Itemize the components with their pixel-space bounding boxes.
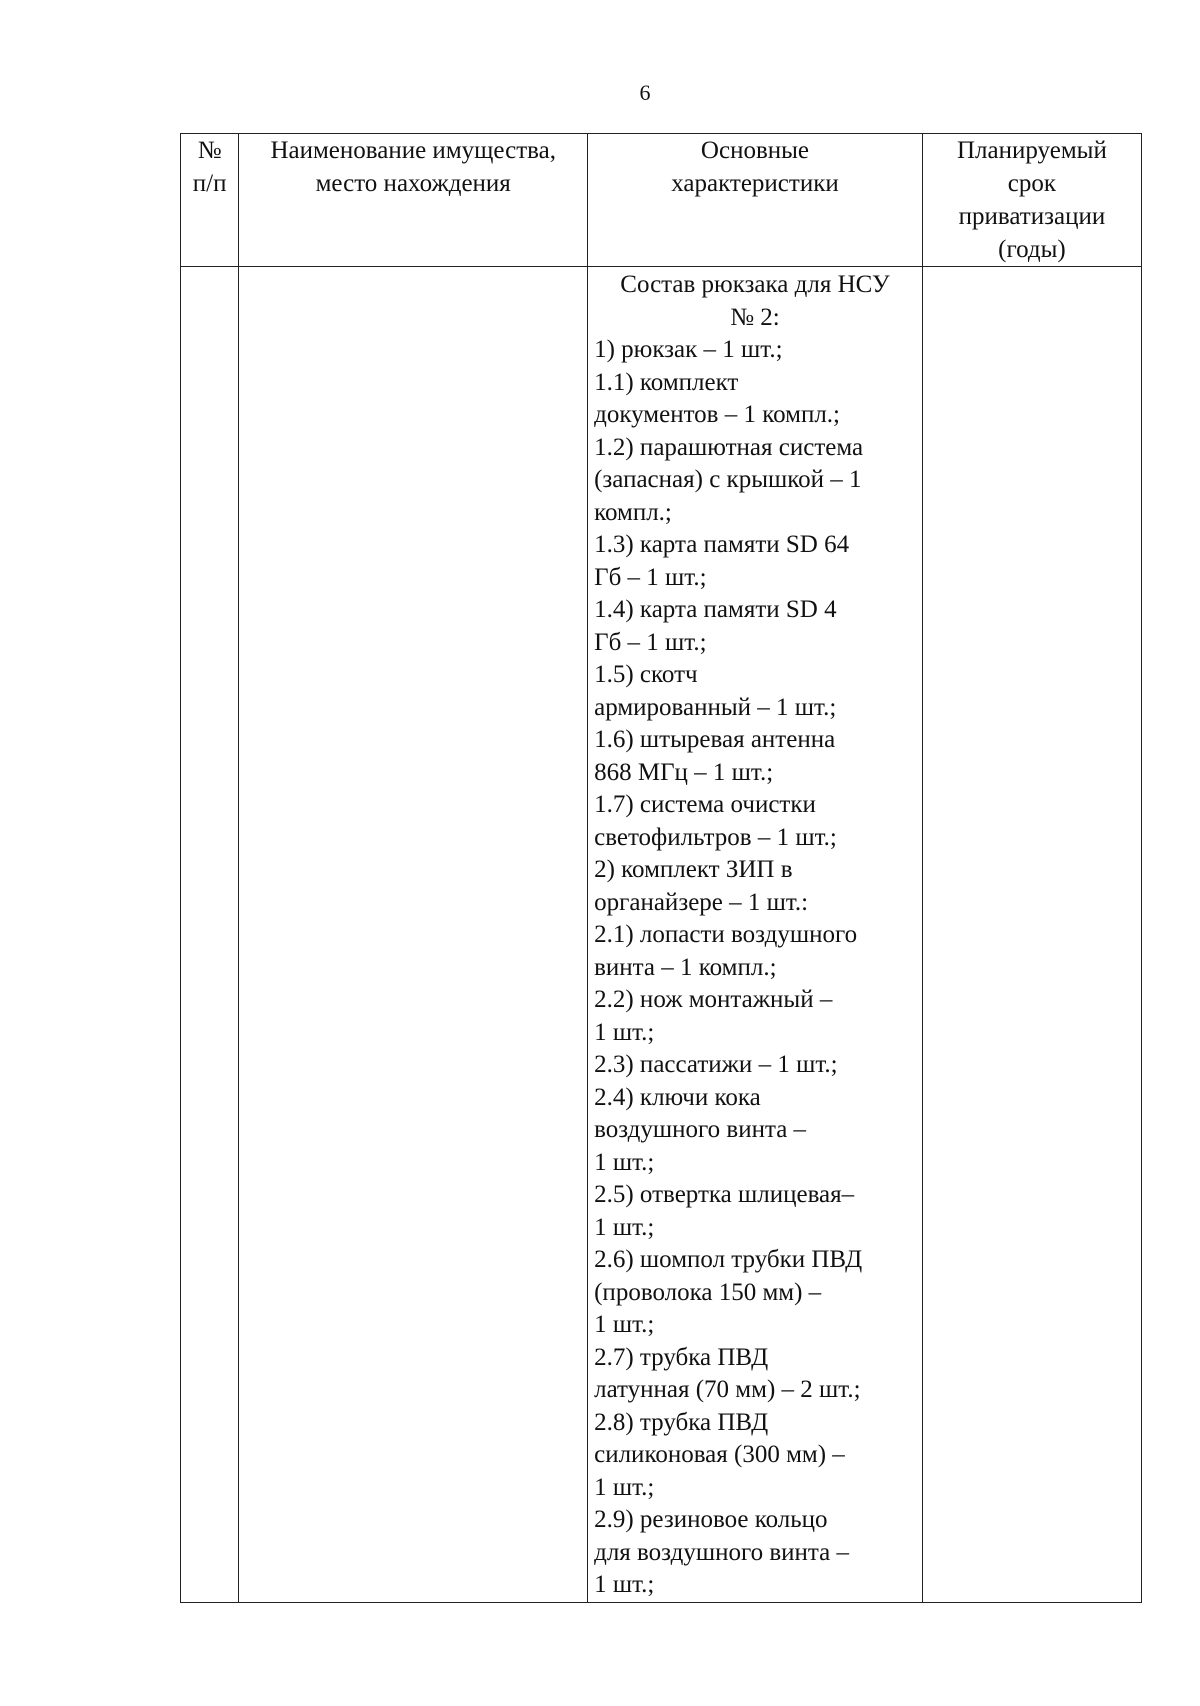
header-term: Планируемый срок приватизации (годы) (922, 134, 1141, 267)
table-row (181, 267, 1142, 1603)
characteristic-line: органайзере – 1 шт.: (594, 888, 809, 916)
characteristic-line: 1.6) штыревая антенна (594, 726, 836, 753)
characteristic-line: латунная (70 мм) – 2 шт.; (594, 1376, 861, 1403)
characteristic-line: 1.5) скотч (594, 661, 698, 688)
characteristic-line: воздушного винта – (594, 1116, 807, 1143)
characteristic-line: компл.; (594, 498, 672, 526)
characteristic-line: 2.5) отвертка шлицевая– (594, 1181, 855, 1208)
characteristic-line: 1 шт.; (594, 1571, 655, 1598)
cell-name (239, 267, 588, 1603)
characteristic-line: 1.3) карта памяти SD 64 (594, 531, 850, 558)
characteristic-line: 1 шт.; (594, 1213, 655, 1241)
characteristic-line: 2.8) трубка ПВД (594, 1408, 769, 1436)
characteristic-line: 1.1) комплект (594, 368, 739, 396)
property-table (180, 133, 1142, 1603)
cell-term (922, 267, 1141, 1603)
cell-characteristics (588, 267, 923, 1603)
characteristic-line: Гб – 1 шт.; (594, 563, 707, 591)
characteristic-line: 1.4) карта памяти SD 4 (594, 596, 837, 623)
characteristics-list (588, 334, 922, 1602)
characteristic-line: винта – 1 компл.; (594, 953, 777, 981)
header-name: Наименование имущества, место нахождения (239, 134, 588, 267)
characteristic-line: 2.7) трубка ПВД (594, 1343, 769, 1371)
characteristic-line: 2) комплект ЗИП в (594, 856, 793, 883)
characteristic-line: документов – 1 компл.; (594, 401, 841, 428)
characteristic-line: светофильтров – 1 шт.; (594, 823, 837, 851)
characteristic-line: 2.3) пассатижи – 1 шт.; (594, 1051, 838, 1078)
characteristic-line: для воздушного винта – (594, 1538, 849, 1566)
characteristics-title: Состав рюкзака для НСУ № 2: (620, 271, 890, 331)
characteristic-line: 1 шт.; (594, 1018, 655, 1046)
characteristic-line: (проволока 150 мм) – (594, 1278, 822, 1306)
characteristic-line: 1 шт.; (594, 1311, 655, 1338)
characteristic-line: (запасная) с крышкой – 1 (594, 466, 862, 493)
cell-number (181, 267, 239, 1603)
characteristic-line: 1.7) система очистки (594, 791, 816, 818)
header-number: № п/п (181, 134, 239, 267)
characteristic-line: 2.2) нож монтажный – (594, 986, 833, 1013)
characteristic-line: 2.1) лопасти воздушного (594, 921, 858, 948)
characteristic-line: 2.6) шомпол трубки ПВД (594, 1246, 863, 1273)
characteristic-line: 1) рюкзак – 1 шт.; (594, 336, 783, 363)
characteristic-line: Гб – 1 шт.; (594, 628, 707, 656)
characteristic-line: 2.9) резиновое кольцо (594, 1506, 828, 1533)
table-header-row (181, 134, 1142, 267)
characteristic-line: силиконовая (300 мм) – (594, 1441, 845, 1468)
characteristic-line: 1 шт.; (594, 1473, 655, 1501)
characteristic-line: 868 МГц – 1 шт.; (594, 758, 774, 786)
characteristic-line: 2.4) ключи кока (594, 1083, 761, 1111)
characteristic-line: 1.2) парашютная система (594, 433, 864, 461)
characteristic-line: 1 шт.; (594, 1148, 655, 1176)
page-number: 6 (639, 80, 651, 105)
header-characteristics: Основные характеристики (588, 134, 923, 267)
characteristic-line: армированный – 1 шт.; (594, 693, 837, 721)
